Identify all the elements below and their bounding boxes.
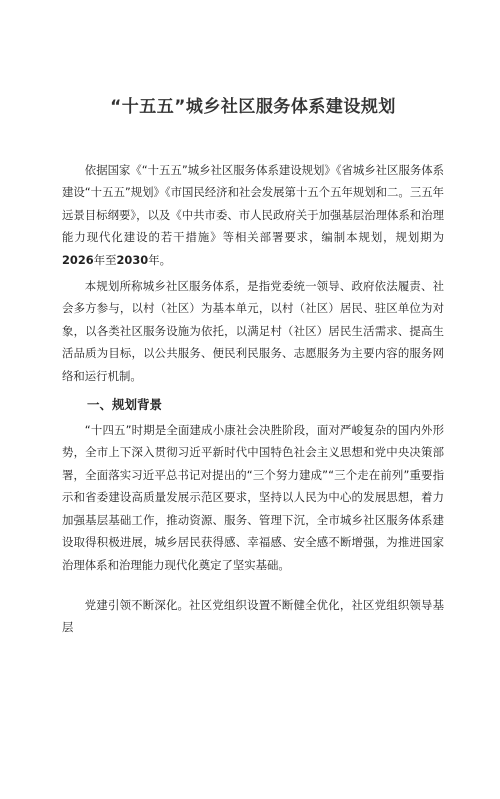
document-page — [0, 92, 500, 799]
intro-paragraph — [62, 159, 444, 271]
document-title: “十五五”城乡社区服务体系建设规划 — [110, 97, 396, 117]
party-building-paragraph: 党建引领不断深化。社区党组织设置不断健全优化，社区党组织领导基层 — [62, 597, 444, 635]
intro-text: 依据国家《“十五五”城乡社区服务体系建设规划》《省城乡社区服务体系建设“十五五”规划》《市国民经济和社会发展第十五个五年规划和二。三五年远景目标纲要》，以及《中共市委、市人民政府关于加强基层治理体系和治理能力现代化建设的若干措施》等相关部署要求，编制本规划，规划期为 — [62, 163, 445, 245]
intro-text-mid: 年至 — [93, 252, 117, 267]
definition-paragraph: 本规划所称城乡社区服务体系，是指党委统一领导、政府依法履责、社会多方参与，以村（社区）为基本单元，以村（社区）居民、驻区单位为对象，以各类社区服务设施为依托，以满足村（社区）居民生活需求、提高生活品质为目标，以公共服务、便民利民服务、志愿服务为主要内容的服务网络和运行机制。 — [62, 279, 444, 383]
intro-text-end: 年。 — [148, 252, 171, 267]
plan-start-year: 2026 — [62, 252, 94, 267]
section-heading-background: 一、规划背景 — [87, 397, 163, 413]
plan-end-year: 2030 — [116, 252, 149, 267]
background-paragraph: “十四五”时期是全面建成小康社会决胜阶段，面对严峻复杂的国内外形势，全市上下深入贯彻习近平新时代中国特色社会主义思想和党中央决策部署，全面落实习近平总书记对提出的“三个努力建成”“三个走在前列”重要指示和省委建设高质量发展示范区要求，坚持以人民为中心的发展思想，着力加强基层基础工作，推动资源、服务、管理下沉，全市城乡社区服务体系建设取得积极进展，城乡居民获得感、幸福感、安全感不断增强，为推进国家治理体系和治理能力现代化奠定了坚实基础。 — [62, 423, 444, 572]
